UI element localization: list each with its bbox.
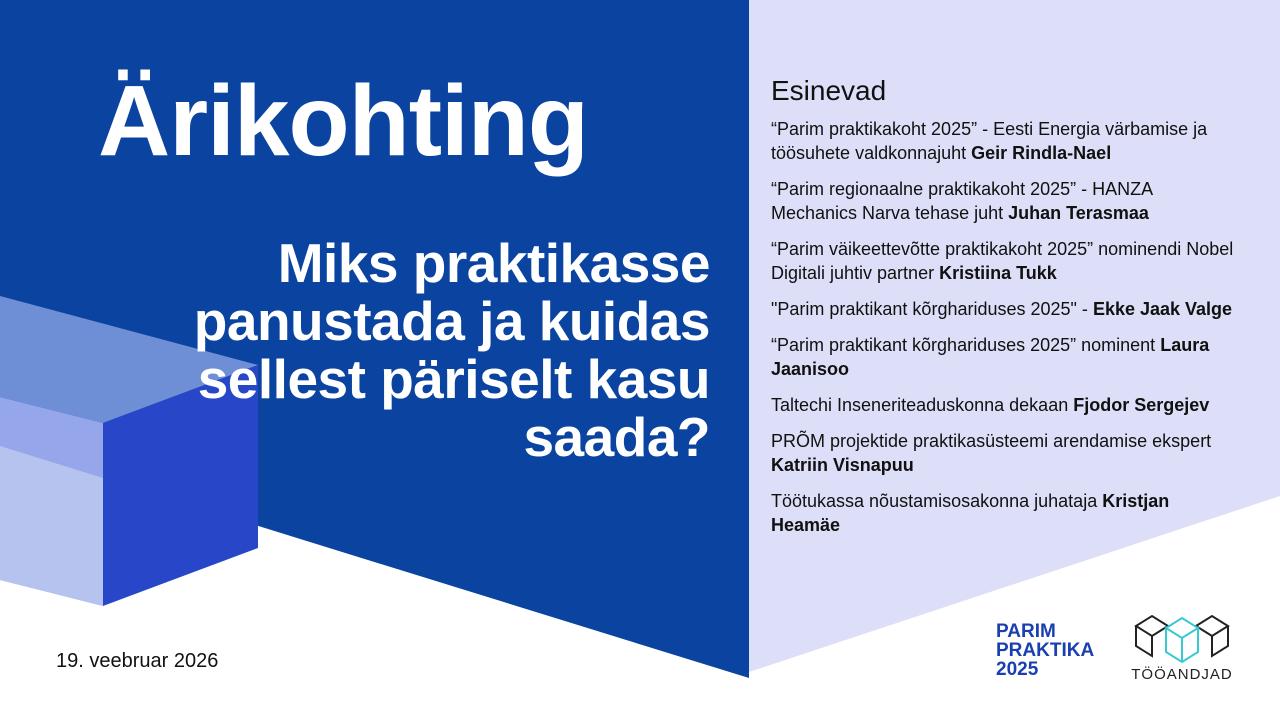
speaker-role: “Parim väikeettevõtte praktikakoht 2025” nominendi Nobel Digitali juhtiv partner [771, 239, 1234, 283]
page-title: Ärikohting [98, 65, 588, 177]
speaker-item [771, 237, 1241, 285]
speaker-name: Geir Rindla-Nael [971, 143, 1112, 163]
speaker-item [771, 333, 1241, 381]
speaker-name: Ekke Jaak Valge [1092, 299, 1233, 319]
speaker-name: Kristiina Tukk [939, 263, 1057, 283]
logo-line: PARIM [996, 621, 1056, 642]
speaker-item [771, 177, 1241, 225]
speaker-role: “Parim regionaalne praktikakoht 2025” - HANZA Mechanics Narva tehase juht [771, 179, 1153, 223]
tooandjad-logo [1126, 612, 1238, 686]
speaker-item [771, 117, 1241, 165]
speakers-heading: Esinevad [771, 75, 887, 106]
speaker-role: "Parim praktikant kõrghariduses 2025" - [771, 299, 1093, 319]
speaker-role: “Parim praktikakoht 2025” - Eesti Energia värbamise ja töösuhete valdkonnajuht [771, 119, 1208, 163]
logo-line: 2025 [996, 659, 1039, 680]
speakers-section [771, 74, 1241, 549]
speaker-name: Laura Jaanisoo [771, 335, 1210, 379]
speaker-item [771, 393, 1241, 417]
speaker-role: Taltechi Inseneriteaduskonna dekaan [771, 395, 1074, 415]
speaker-name: Kristjan Heamäe [771, 491, 1170, 535]
cube-icon [1126, 612, 1238, 666]
speaker-name: Katriin Visnapuu [771, 455, 914, 475]
parim-praktika-logo [996, 622, 1094, 679]
tooandjad-logo-text: TÖÖANDJAD [1131, 666, 1233, 683]
page-subtitle: Miks praktikasse panustada ja kuidas sellest päriselt kasu saada? [193, 232, 710, 468]
speaker-role: PRÕM projektide praktikasüsteemi arendamise ekspert [771, 431, 1212, 451]
speaker-item [771, 489, 1241, 537]
logo-line: PRAKTIKA [996, 640, 1095, 661]
event-date: 19. veebruar 2026 [56, 650, 219, 672]
speaker-name: Juhan Terasmaa [1008, 203, 1149, 223]
speaker-name: Fjodor Sergejev [1073, 395, 1210, 415]
speaker-role: Töötukassa nõustamisosakonna juhataja [771, 491, 1103, 511]
speaker-role: “Parim praktikant kõrghariduses 2025” nominent [771, 335, 1161, 355]
speaker-item [771, 429, 1241, 477]
speaker-item [771, 297, 1241, 321]
